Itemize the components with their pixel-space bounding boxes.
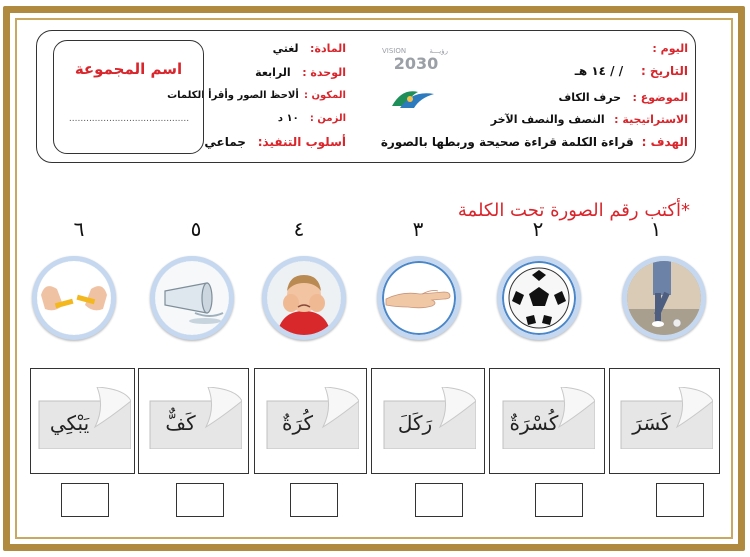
unit-value: الرابعة xyxy=(255,66,291,79)
time-value: ١٠ د xyxy=(277,113,299,124)
unit-field xyxy=(255,66,346,79)
date-field xyxy=(575,64,688,78)
goal-label: الهدف : xyxy=(641,135,688,149)
goal-value: قراءة الكلمة قراءة صحيحة وربطها بالصورة xyxy=(380,135,634,149)
goal-field xyxy=(381,135,688,149)
word-5: كَفٌّ xyxy=(165,411,196,435)
word-card-5 xyxy=(138,368,249,474)
group-name-input[interactable]: .......................................... xyxy=(68,114,190,124)
curled-paper-1 xyxy=(617,387,713,449)
unit-label: الوحدة : xyxy=(302,66,346,79)
day-field xyxy=(652,42,688,55)
picture-number-1: ١ xyxy=(650,217,662,241)
word-card-3 xyxy=(371,368,485,474)
method-value: جماعي xyxy=(204,135,246,149)
subject-value: لغتي xyxy=(272,42,299,55)
word-3: رَكَلَ xyxy=(397,411,433,435)
word-4: كُرَةٌ xyxy=(281,411,314,435)
word-1: كَسَرَ xyxy=(632,411,671,435)
topic-label: الموضوع : xyxy=(632,91,688,104)
curled-paper-4 xyxy=(263,387,359,449)
strategy-value: النصف والنصف الآخر xyxy=(490,113,605,126)
vision-en: VISION xyxy=(382,47,407,55)
vision-year: 2030 xyxy=(393,54,439,71)
group-name-box xyxy=(53,40,204,154)
method-field xyxy=(204,135,346,149)
answer-box-3[interactable] xyxy=(415,483,463,517)
vision-ar: رؤيـــة xyxy=(429,47,448,55)
method-label: أسلوب التنفيذ: xyxy=(257,135,346,149)
picture-broken-pencil xyxy=(32,256,116,340)
topic-value: حرف الكاف xyxy=(558,91,622,104)
curled-paper-2 xyxy=(499,387,595,449)
strategy-label: الاستراتيجية : xyxy=(614,113,688,126)
answer-box-1[interactable] xyxy=(656,483,704,517)
word-6: يَبْكِي xyxy=(49,411,90,435)
subject-label: المادة: xyxy=(310,42,346,55)
picture-number-4: ٤ xyxy=(293,217,305,241)
ministry-emblem-icon xyxy=(390,86,436,114)
curled-paper-5 xyxy=(146,387,242,449)
time-field xyxy=(278,113,346,124)
component-value: ألاحظ الصور وأقرأ الكلمات xyxy=(167,90,299,101)
group-name-label: اسم المجموعة xyxy=(74,60,183,78)
answer-box-2[interactable] xyxy=(535,483,583,517)
picture-number-6: ٦ xyxy=(73,217,85,241)
answer-box-5[interactable] xyxy=(176,483,224,517)
word-card-1 xyxy=(609,368,720,474)
answer-box-6[interactable] xyxy=(61,483,109,517)
picture-crying-child xyxy=(262,256,346,340)
word-card-4 xyxy=(254,368,367,474)
date-label: التاريخ : xyxy=(640,64,688,78)
word-card-2 xyxy=(489,368,605,474)
curled-paper-6 xyxy=(35,387,131,449)
time-label: الزمن : xyxy=(309,113,346,124)
picture-number-5: ٥ xyxy=(190,217,202,241)
picture-kick xyxy=(622,256,706,340)
word-2: كُسْرَةٌ xyxy=(509,411,559,435)
answer-box-4[interactable] xyxy=(290,483,338,517)
word-card-6 xyxy=(30,368,135,474)
subject-field xyxy=(273,42,346,55)
component-label: المكون : xyxy=(304,90,346,101)
curled-paper-3 xyxy=(380,387,476,449)
picture-ball xyxy=(497,256,581,340)
picture-number-2: ٢ xyxy=(532,217,544,241)
picture-number-3: ٣ xyxy=(412,217,424,241)
picture-hand xyxy=(377,256,461,340)
day-label: اليوم : xyxy=(652,42,688,55)
instruction-text: *أكتب رقم الصورة تحت الكلمة xyxy=(457,200,690,221)
vision-2030-logo xyxy=(382,45,450,75)
picture-glass xyxy=(150,256,234,340)
strategy-field xyxy=(491,113,688,126)
date-value: / / ١٤ هـ xyxy=(574,64,624,78)
topic-field xyxy=(558,91,688,104)
